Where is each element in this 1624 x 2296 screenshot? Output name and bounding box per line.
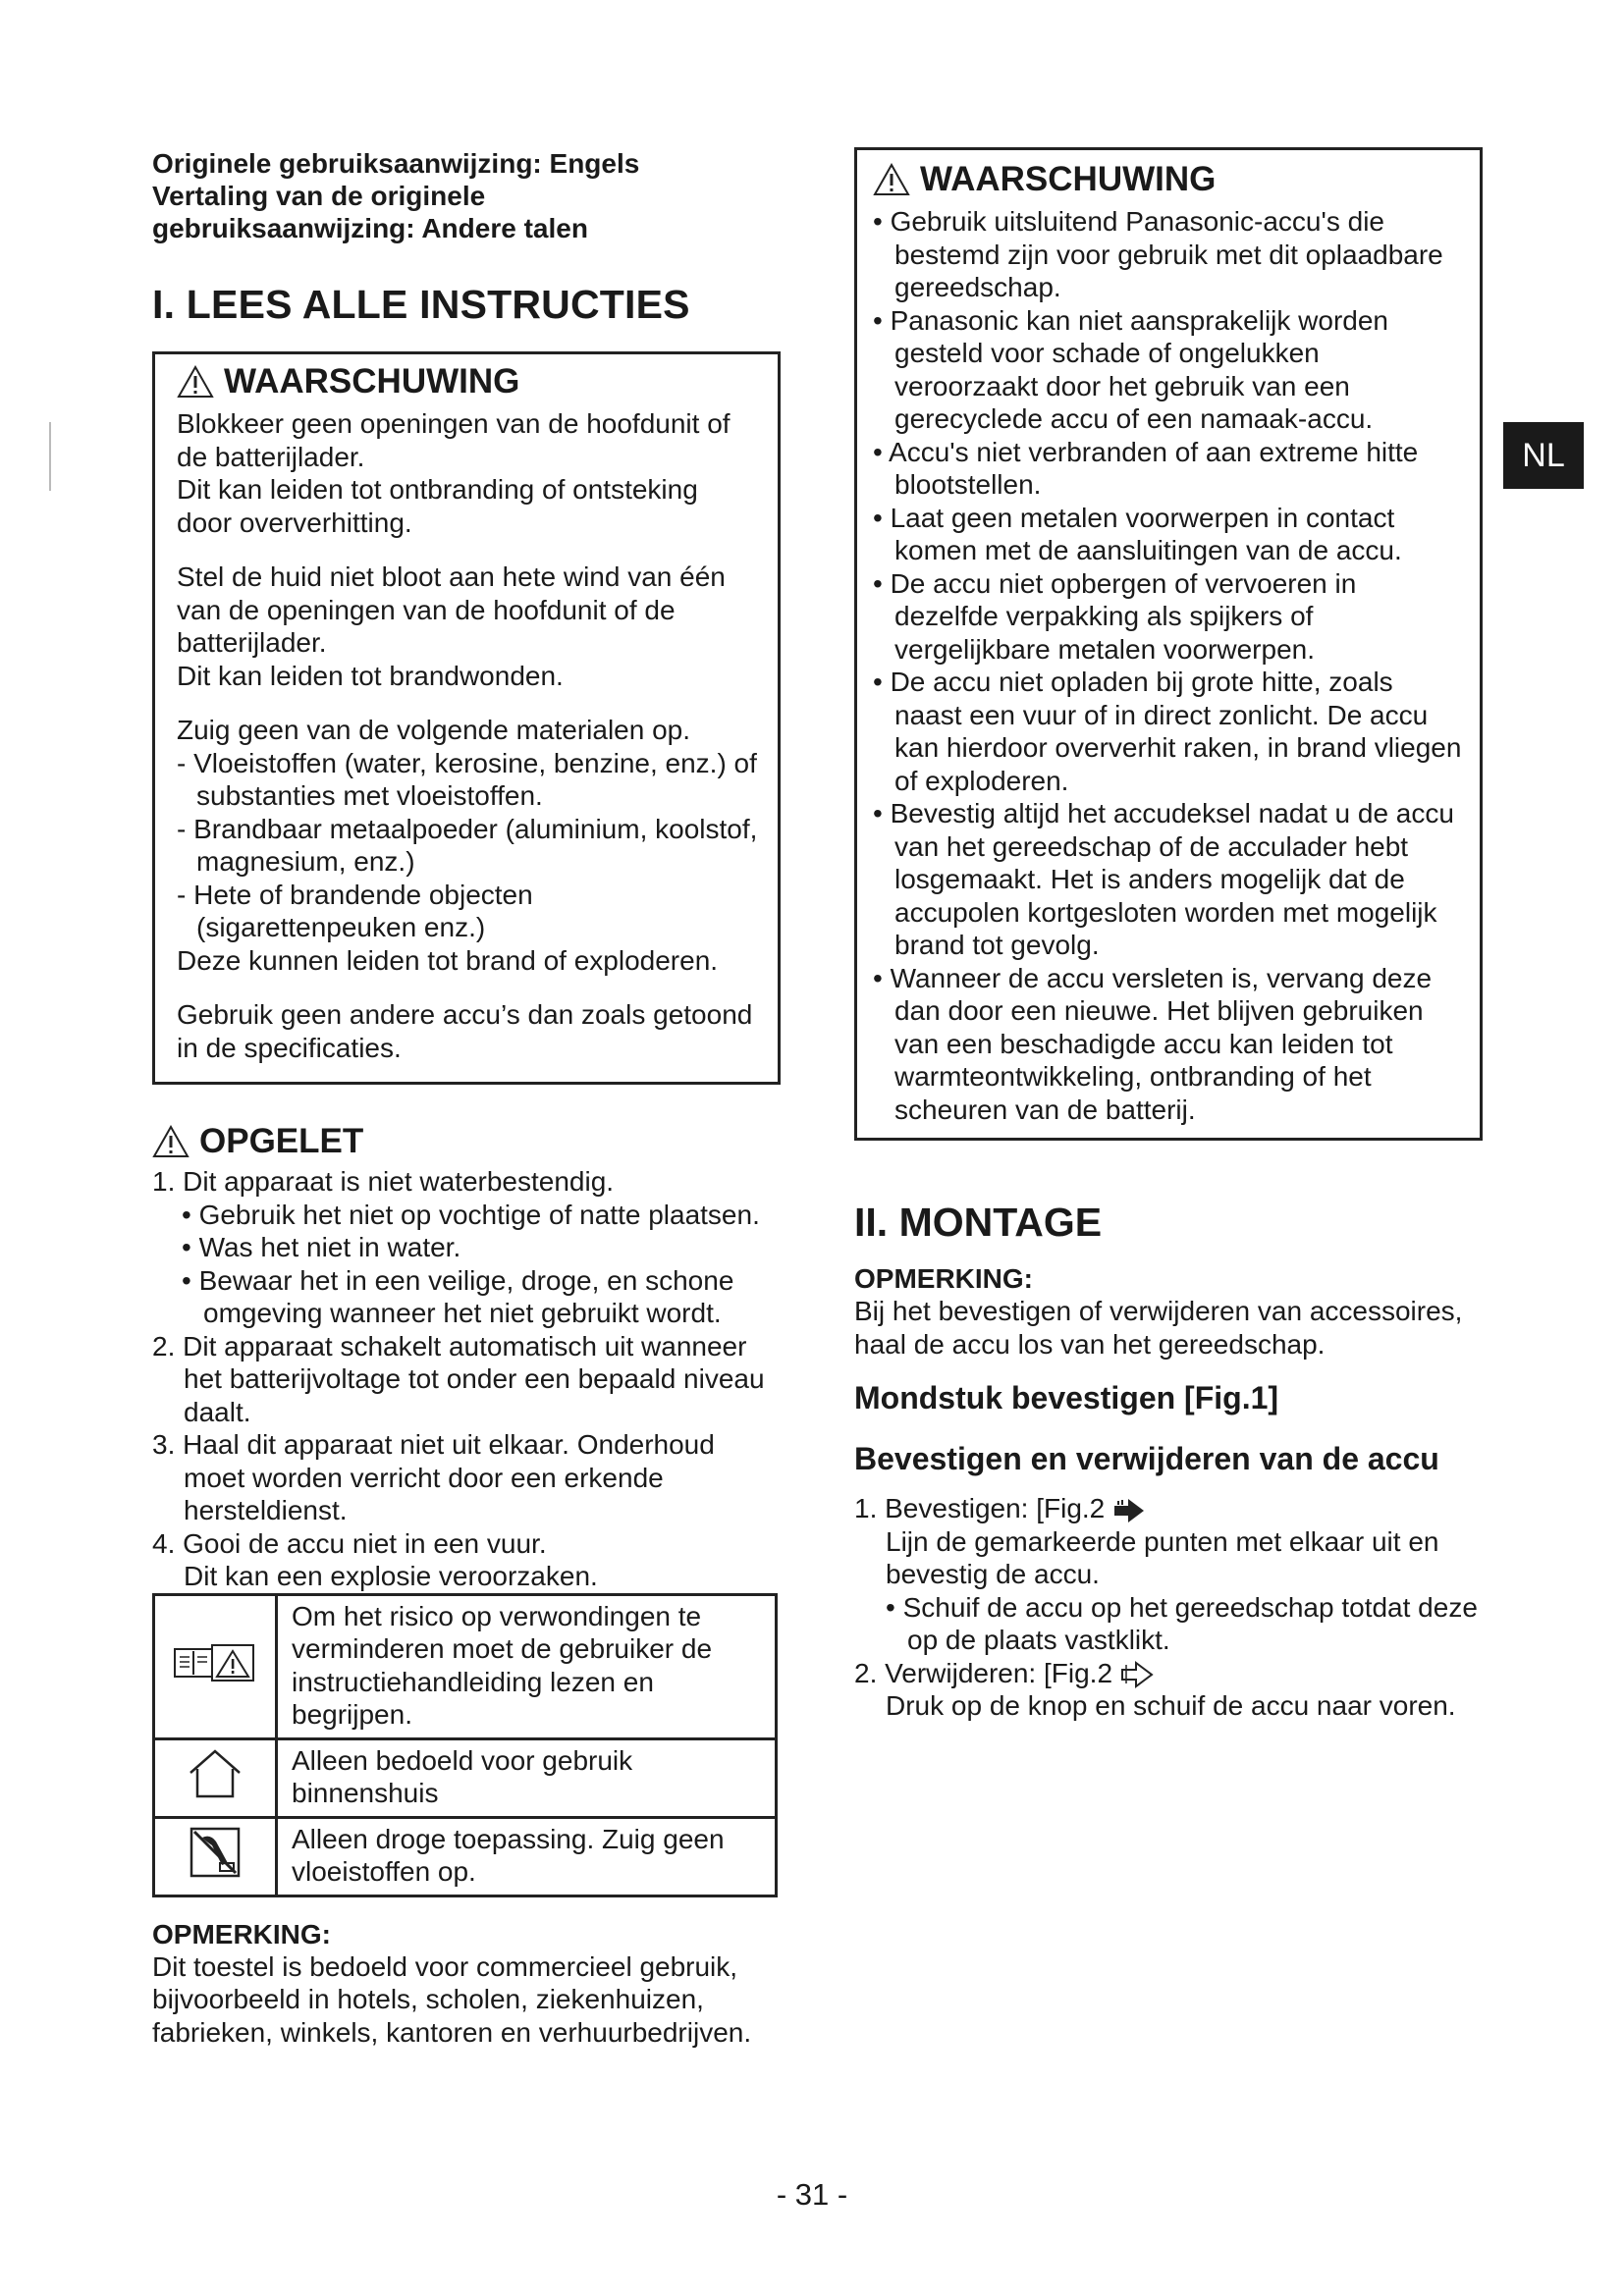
accu-step-2-text: Druk op de knop en schuif de accu naar voren. [886, 1690, 1456, 1722]
list-item: • Laat geen metalen voorwerpen in contact komen met de aansluitingen van de accu. [873, 502, 1402, 565]
arrow-right-outline-icon [1120, 1660, 1154, 1689]
accu-step-2-label: 2. Verwijderen: [Fig.2 [854, 1657, 1113, 1688]
warning-box-1 [152, 351, 781, 1085]
note-right-heading: OPMERKING: [854, 1263, 1033, 1294]
language-tab: NL [1503, 422, 1584, 489]
caution-title: OPGELET [199, 1122, 364, 1160]
warning-1-para-2 [177, 561, 758, 692]
symbol-cell [154, 1817, 277, 1896]
right-column [854, 147, 1483, 1723]
list-item: • Panasonic kan niet aansprakelijk worden gesteld voor schade of ongelukken veroorzaakt door het gebruik van een gerecyclede accu of een namaak-accu. [873, 304, 1388, 434]
note-left-text: Dit toestel is bedoeld voor commercieel gebruik, bijvoorbeeld in hotels, scholen, ziekenhuizen, fabrieken, winkels, kantoren en verhuurbedrijven. [152, 1950, 752, 2048]
symbol-table [152, 1593, 778, 1897]
table-row [154, 1738, 777, 1817]
warning-1-text: Blokkeer geen openingen van de hoofdunit of de batterijlader. [177, 408, 731, 472]
section-2-title: II. MONTAGE [854, 1200, 1103, 1245]
warning-1-text: Zuig geen van de volgende materialen op. [177, 715, 691, 745]
symbol-cell [154, 1738, 277, 1817]
accu-step-1-label: 1. Bevestigen: [Fig.2 [854, 1493, 1106, 1523]
list-item: - Hete of brandende objecten (sigarettenpeuken enz.) [177, 879, 533, 942]
warning-1-text: Dit kan leiden tot brandwonden. [177, 660, 564, 691]
indoor-house-icon [187, 1747, 244, 1800]
table-row [154, 1817, 777, 1896]
table-row [154, 1594, 777, 1738]
warning-triangle-icon [152, 1125, 189, 1158]
warning-1-para-3 [177, 714, 758, 977]
symbol-text: Om het risico op verwondingen te verminderen moet de gebruiker de instructiehandleiding lezen en begrijpen. [277, 1594, 777, 1738]
list-item: • De accu niet opbergen of vervoeren in dezelfde verpakking als spijkers of vergelijkbare metalen voorwerpen. [873, 567, 1357, 665]
dry-only-icon [189, 1826, 242, 1879]
left-column [152, 147, 781, 2049]
list-item: • Wanneer de accu versleten is, vervang deze dan door een nieuwe. Het blijven gebruiken van een beschadigde accu kan leiden tot warmteontwikkeling, ontbranding of het scheuren van de batterij. [873, 962, 1433, 1125]
list-item: • Accu's niet verbranden of aan extreme hitte blootstellen. [873, 436, 1419, 500]
warning-2-title: WAARSCHUWING [920, 160, 1217, 198]
warning-1-title: WAARSCHUWING [224, 362, 520, 400]
accu-title: Bevestigen en verwijderen van de accu [854, 1441, 1439, 1476]
caution-list [152, 1165, 781, 1199]
warning-box-2 [854, 147, 1483, 1141]
note-left-heading: OPMERKING: [152, 1918, 331, 1949]
manual-warning-icon [173, 1643, 257, 1682]
page-edge-mark [49, 422, 51, 491]
accu-step-1 [854, 1492, 1483, 1525]
section-1-title: I. LEES ALLE INSTRUCTIES [152, 282, 690, 327]
page-number: - 31 - [776, 2177, 848, 2212]
caution-item-4-detail: Dit kan een explosie veroorzaken. [184, 1561, 598, 1591]
symbol-cell [154, 1594, 277, 1738]
warning-1-text: Deze kunnen leiden tot brand of exploderen. [177, 944, 719, 976]
origin-line-2: Vertaling van de originele [152, 181, 486, 211]
warning-1-heading [177, 362, 758, 401]
warning-1-para-4 [177, 998, 758, 1064]
list-item: 3. Haal dit apparaat niet uit elkaar. Onderhoud moet worden verricht door een erkende hersteldienst. [152, 1429, 715, 1525]
list-item [152, 1165, 781, 1199]
accu-step-2 [854, 1657, 1483, 1690]
warning-1-text: Stel de huid niet bloot aan hete wind van één van de openingen van de hoofdunit of de batterijlader. [177, 561, 726, 658]
arrow-right-solid-icon [1112, 1496, 1146, 1525]
list-item: • Bevestig altijd het accudeksel nadat u de accu van het gereedschap of de acculader hebt losgemaakt. Het is anders mogelijk dat de accupolen kortgesloten worden met mogelijk brand tot gevolg. [873, 798, 1454, 960]
caution-list-cont [152, 1330, 781, 1561]
accu-step-1-text: Lijn de gemarkeerde punten met elkaar uit en bevestig de accu. [886, 1525, 1439, 1590]
list-item: • Gebruik het niet op vochtige of natte plaatsen. [182, 1199, 760, 1230]
symbol-text: Alleen droge toepassing. Zuig geen vloeistoffen op. [277, 1817, 777, 1896]
list-item: - Vloeistoffen (water, kerosine, benzine, enz.) of substanties met vloeistoffen. [177, 747, 757, 811]
list-item: • Bewaar het in een veilige, droge, en schone omgeving wanneer het niet gebruikt wordt. [182, 1264, 734, 1328]
origin-line-1: Originele gebruiksaanwijzing: Engels [152, 148, 640, 179]
warning-1-para-1 [177, 407, 758, 539]
list-item: • Gebruik uitsluitend Panasonic-accu's die bestemd zijn voor gebruik met dit oplaadbare gereedschap. [873, 206, 1443, 302]
list-item: • Was het niet in water. [182, 1232, 461, 1262]
warning-2-heading [873, 160, 1462, 199]
note-right-text: Bij het bevestigen of verwijderen van accessoires, haal de accu los van het gereedschap. [854, 1296, 1463, 1360]
list-item: • De accu niet opladen bij grote hitte, zoals naast een vuur of in direct zonlicht. De accu kan hierdoor oververhit raken, in brand vliegen of exploderen. [873, 667, 1462, 796]
warning-triangle-icon [177, 365, 214, 399]
caution-heading [152, 1122, 781, 1161]
warning-1-text: Dit kan leiden tot ontbranding of ontsteking door oververhitting. [177, 474, 698, 538]
symbol-text: Alleen bedoeld voor gebruik binnenshuis [277, 1738, 777, 1817]
list-item: - Brandbaar metaalpoeder (aluminium, koolstof, magnesium, enz.) [177, 813, 758, 877]
origin-line-3: gebruiksaanwijzing: Andere talen [152, 213, 588, 243]
list-item: 4. Gooi de accu niet in een vuur. [152, 1527, 547, 1559]
list-item: • Schuif de accu op het gereedschap totdat deze op de plaats vastklikt. [886, 1591, 1478, 1656]
mondstuk-title: Mondstuk bevestigen [Fig.1] [854, 1380, 1279, 1415]
list-item: 2. Dit apparaat schakelt automatisch uit wanneer het batterijvoltage tot onder een bepaald niveau daalt. [152, 1330, 765, 1427]
accu-steps [854, 1492, 1483, 1723]
caution-section [152, 1122, 781, 1593]
caution-item-1: 1. Dit apparaat is niet waterbestendig. [152, 1166, 615, 1197]
warning-triangle-icon [873, 163, 910, 196]
warning-1-text: Gebruik geen andere accu’s dan zoals getoond in de specificaties. [177, 999, 753, 1063]
